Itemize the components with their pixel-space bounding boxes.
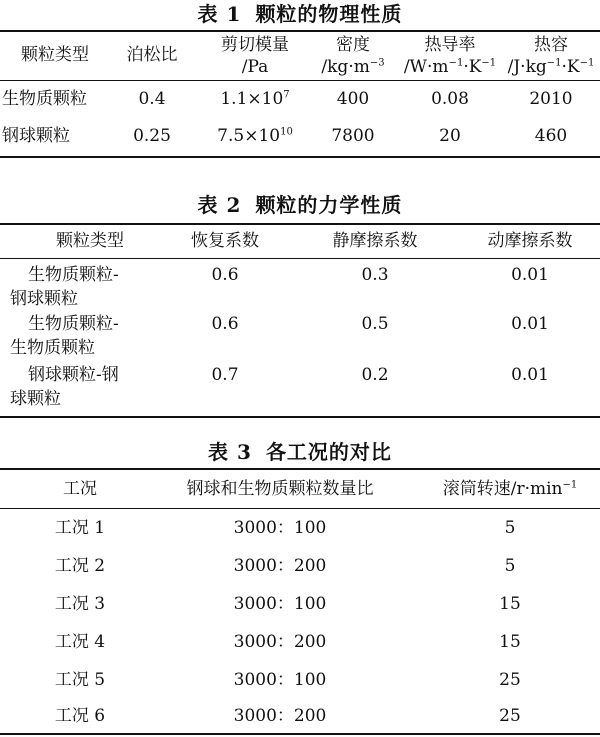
table3-header-ratio: 钢球和生物质颗粒数量比 <box>186 479 374 499</box>
table3-row5-speed: 25 <box>499 670 521 690</box>
table1-header-conductivity-line2: $/W\cdot m^{-1}\cdot K^{-1}$ <box>403 57 497 77</box>
table1-number: 表 1 <box>197 2 242 26</box>
table3-bottom-rule <box>0 733 600 735</box>
table1-header-shear <box>200 34 310 78</box>
table3-row6-case: 工况 6 <box>54 706 106 726</box>
table2-header-dynamic-friction: 动摩擦系数 <box>487 231 573 251</box>
table1-row1-shear: $1.1\times 10^7$ <box>220 89 290 109</box>
table3-row2-speed: 5 <box>504 556 516 576</box>
table2-title: 颗粒的力学性质 <box>255 193 403 217</box>
table1-top-rule <box>0 30 600 32</box>
table1-row2-type: 钢球颗粒 <box>2 126 70 146</box>
table1-header-rule <box>0 80 600 81</box>
table1-row1-conductivity: 0.08 <box>431 89 469 109</box>
table2-row3-type-line2: 球颗粒 <box>10 389 61 409</box>
table2-row2-type-line2: 生物质颗粒 <box>10 338 95 358</box>
table2-row1-type-line2: 钢球颗粒 <box>10 289 78 309</box>
table1-bottom-rule <box>0 156 600 158</box>
table3-row3-speed: 15 <box>499 594 521 614</box>
table3-row5-case: 工况 5 <box>54 670 106 690</box>
table2-header-type: 颗粒类型 <box>56 231 124 251</box>
table1-caption <box>0 0 600 28</box>
table1-header-density-line1: 密度 <box>336 35 370 55</box>
table2-top-rule <box>0 223 600 225</box>
table1-title: 颗粒的物理性质 <box>255 2 403 26</box>
table1-row1-heat-capacity: 2010 <box>529 89 573 109</box>
table1-header-heat-capacity-line2: $/J\cdot kg^{-1}\cdot K^{-1}$ <box>507 57 595 77</box>
table1-header-density-line2: $/kg\cdot m^{-3}$ <box>321 57 385 77</box>
table1-row1-poisson: 0.4 <box>138 89 166 109</box>
table2-row2-dynamic-friction: 0.01 <box>511 314 549 334</box>
table2-row1-restitution: 0.6 <box>211 265 239 285</box>
table3-row3-case: 工况 3 <box>54 594 106 614</box>
table1-row2-shear: $7.5\times 10^{10}$ <box>217 126 293 146</box>
table3-caption <box>0 438 600 466</box>
table3-row2-ratio: 3000：200 <box>233 556 327 576</box>
table1-row1-density: 400 <box>336 89 370 109</box>
table1-header-poisson: 泊松比 <box>126 45 178 65</box>
table2-row2-type-line1: 生物质颗粒- <box>28 314 119 334</box>
table3-header-case: 工况 <box>63 479 97 499</box>
table1-header-density <box>312 34 394 78</box>
table2-number: 表 2 <box>197 193 242 217</box>
table3-row4-case: 工况 4 <box>54 632 106 652</box>
table1-row1-type: 生物质颗粒 <box>2 89 87 109</box>
table2-caption <box>0 191 600 219</box>
table2-row2-restitution: 0.6 <box>211 314 239 334</box>
table3-number: 表 3 <box>208 440 252 464</box>
table2-row1-dynamic-friction: 0.01 <box>511 265 549 285</box>
table2-row3-type-line1: 钢球颗粒-钢 <box>28 365 119 385</box>
table2-row3-restitution: 0.7 <box>211 365 239 385</box>
table2-row3-dynamic-friction: 0.01 <box>511 365 549 385</box>
table2-bottom-rule <box>0 416 600 418</box>
table3-row6-speed: 25 <box>499 706 521 726</box>
table3-row1-speed: 5 <box>504 518 516 538</box>
table2-row2-static-friction: 0.5 <box>361 314 389 334</box>
table2-row1-type-line1: 生物质颗粒- <box>28 265 119 285</box>
table1-row2-density: 7800 <box>331 126 375 146</box>
table1-header-shear-line1: 剪切模量 <box>221 35 289 55</box>
table3-header-rule <box>0 508 600 509</box>
table3-row1-ratio: 3000：100 <box>233 518 327 538</box>
table2-header-static-friction: 静摩擦系数 <box>332 231 418 251</box>
table3-row2-case: 工况 2 <box>54 556 106 576</box>
table3-top-rule <box>0 468 600 470</box>
table3-row1-case: 工况 1 <box>54 518 106 538</box>
table3-header-speed: 滚筒转速$/r\cdot\min^{-1}$ <box>442 479 578 499</box>
table2-header-restitution: 恢复系数 <box>191 231 259 251</box>
table3-row4-speed: 15 <box>499 632 521 652</box>
table2-header-rule <box>0 258 600 259</box>
table3-title: 各工况的对比 <box>265 440 392 464</box>
table1-header-conductivity-line1: 热导率 <box>424 35 476 55</box>
table1-header-heat-capacity <box>502 34 600 78</box>
table1-row2-conductivity: 20 <box>439 126 461 146</box>
table1-row2-poisson: 0.25 <box>133 126 171 146</box>
table3-row5-ratio: 3000：100 <box>233 670 327 690</box>
table1-header-shear-line2: /Pa <box>241 57 269 77</box>
table1-header-conductivity <box>396 34 504 78</box>
table2-row1-static-friction: 0.3 <box>361 265 389 285</box>
table1-header-heat-capacity-line1: 热容 <box>534 35 568 55</box>
table3-row6-ratio: 3000：200 <box>233 706 327 726</box>
table3-row4-ratio: 3000：200 <box>233 632 327 652</box>
table1-row2-heat-capacity: 460 <box>534 126 568 146</box>
table3-row3-ratio: 3000：100 <box>233 594 327 614</box>
table1-header-type: 颗粒类型 <box>21 45 89 65</box>
table2-row3-static-friction: 0.2 <box>361 365 389 385</box>
